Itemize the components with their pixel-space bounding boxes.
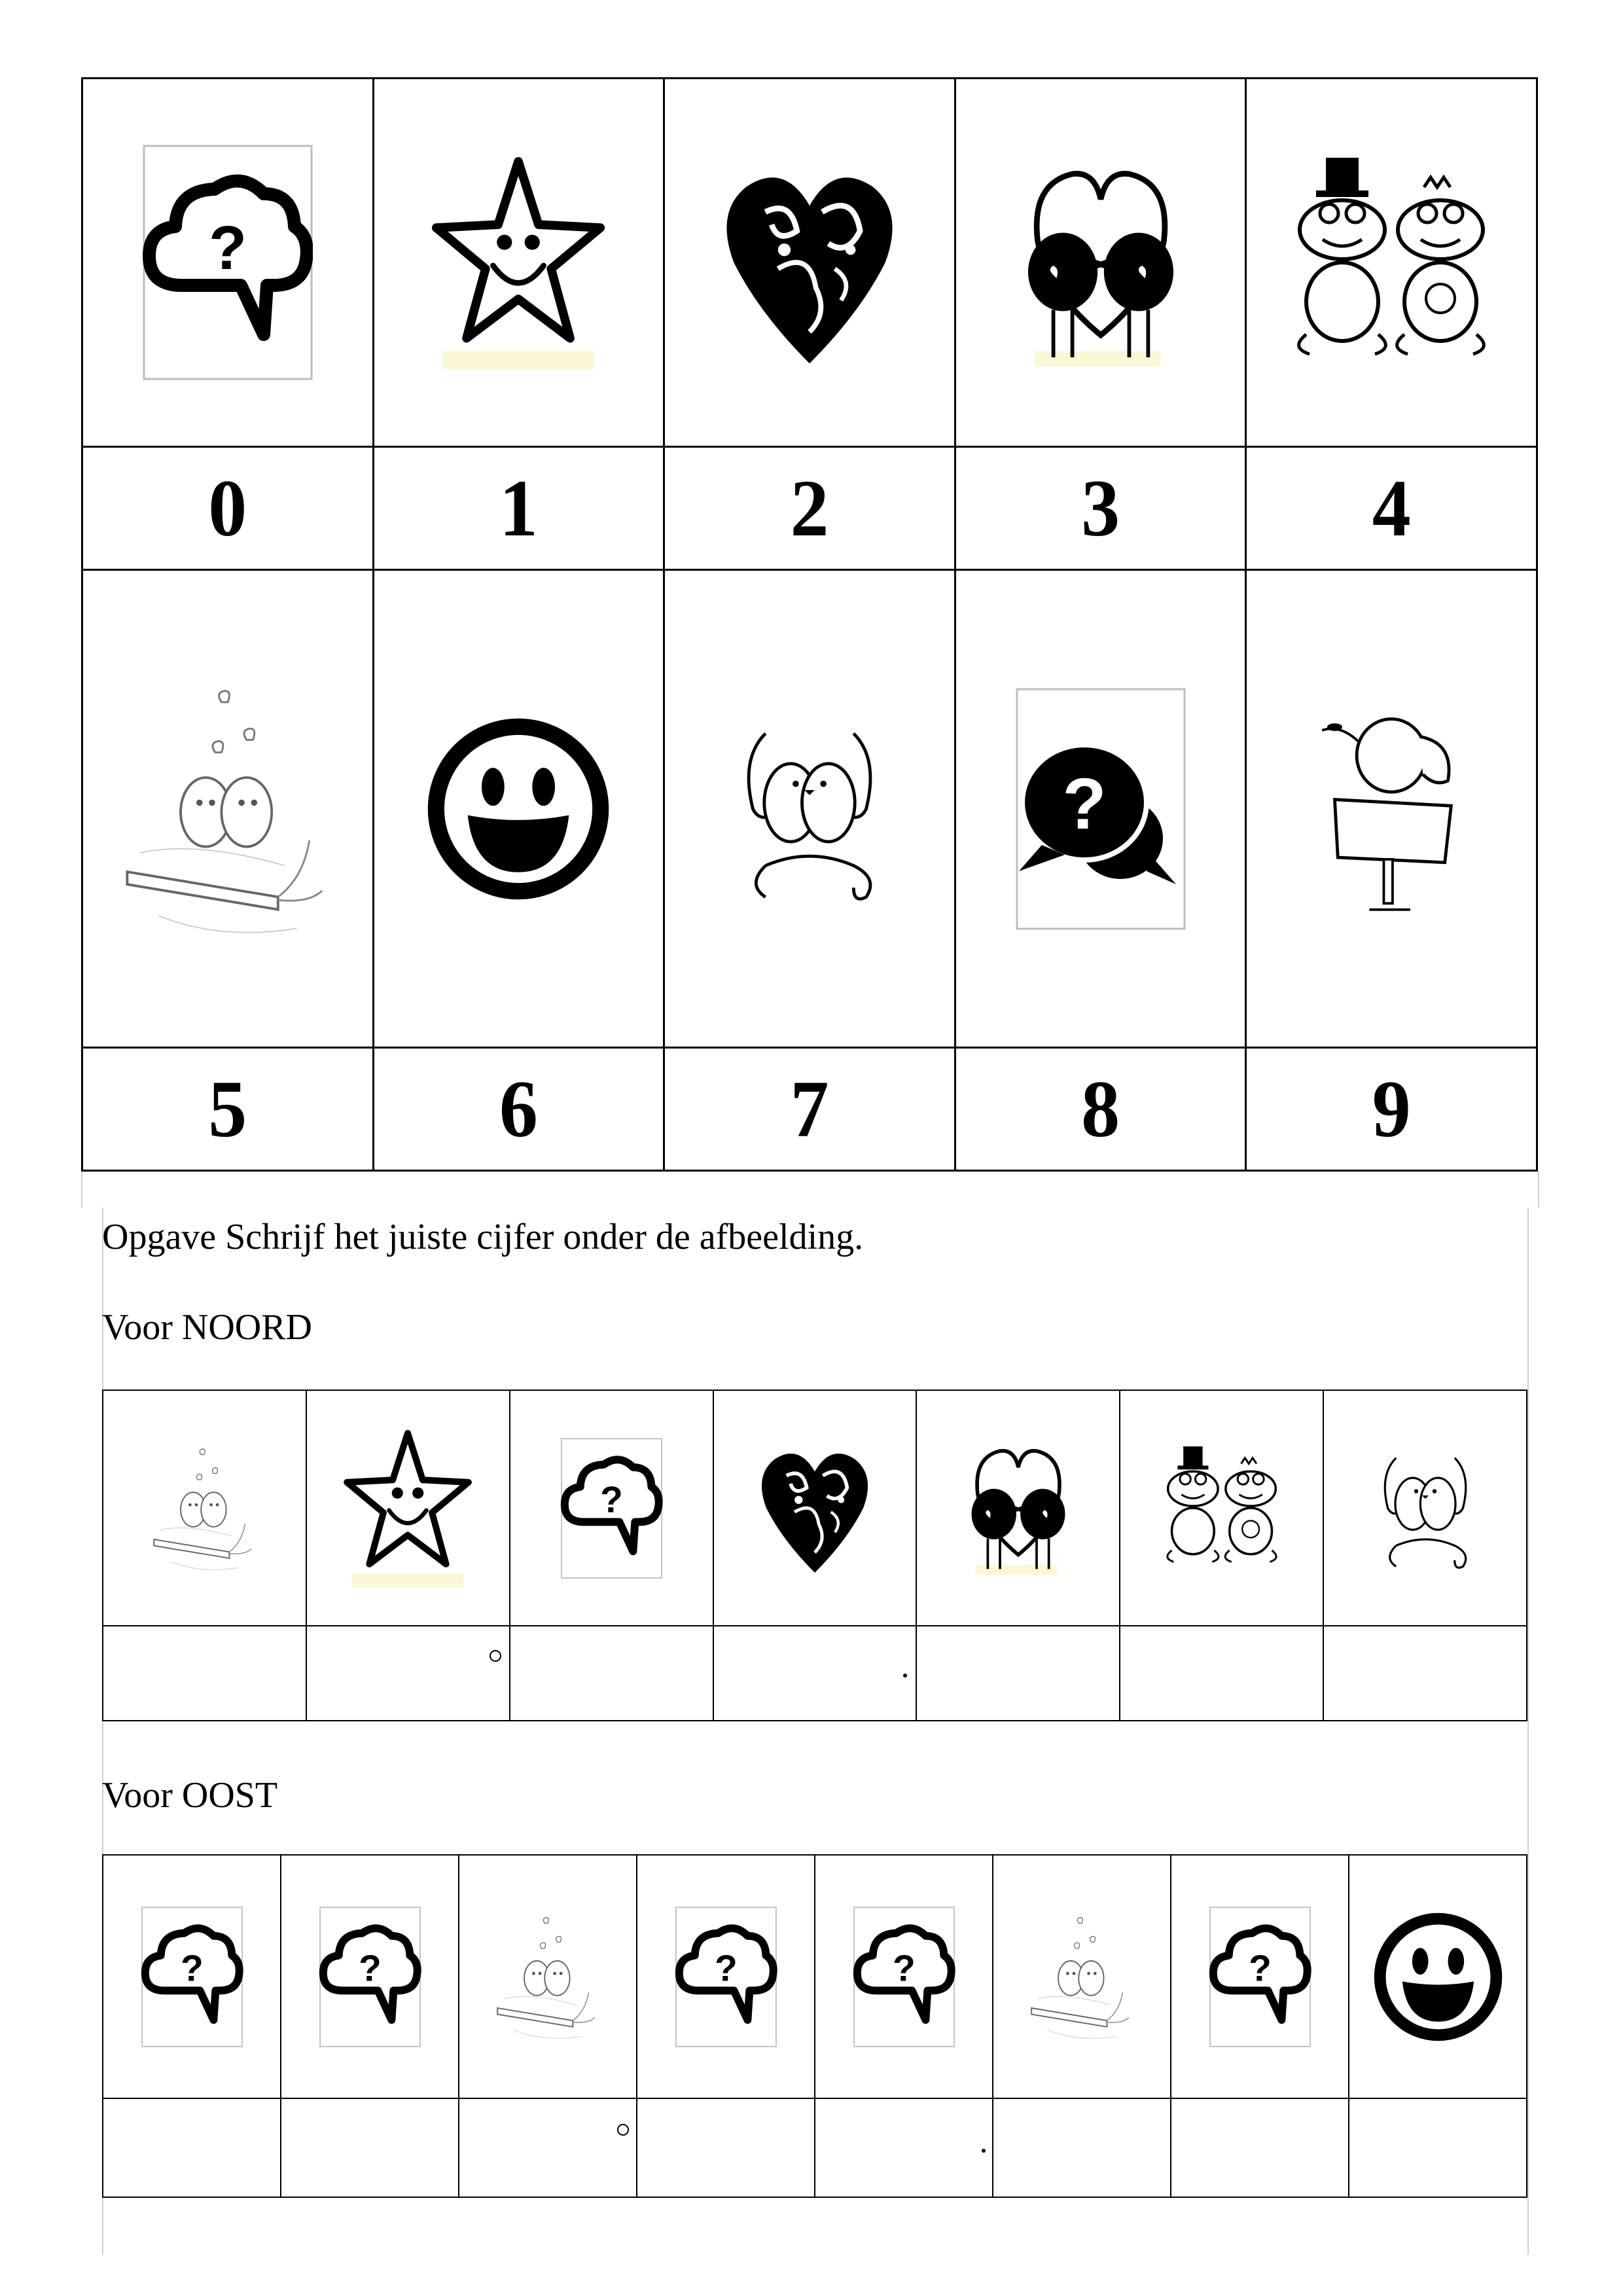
oost-picture-cell (103, 1855, 281, 2098)
tribal-heart-icon (749, 1439, 880, 1577)
oost-heading: Voor OOST (102, 1775, 278, 1816)
lovebirds-branch-icon (482, 1898, 613, 2055)
text-box-border-right (1527, 1208, 1529, 2255)
birds-heart-icon (1009, 145, 1192, 380)
key-number: 0 (208, 463, 247, 553)
frog-couple-icon (1283, 151, 1499, 374)
noord-picture-row (103, 1390, 1527, 1626)
stray-circle-mark (617, 2124, 629, 2136)
question-cloud-icon (1196, 1907, 1324, 2047)
noord-picture-cell (1120, 1390, 1323, 1626)
key-number: 8 (1081, 1064, 1120, 1154)
noord-answer-cell[interactable] (1323, 1626, 1527, 1721)
oost-picture-cell (993, 1855, 1171, 2098)
key-number-cell (373, 447, 664, 570)
noord-picture-cell (306, 1390, 510, 1626)
noord-picture-cell (1323, 1390, 1527, 1626)
noord-answer-cell[interactable] (916, 1626, 1120, 1721)
frog-couple-icon (1137, 1443, 1307, 1573)
key-number: 2 (790, 463, 829, 553)
instruction-text: Opgave Schrijf het juiste cijfer onder de afbeelding. (102, 1217, 864, 1257)
key-number-cell (664, 1048, 955, 1171)
key-number: 7 (790, 1064, 829, 1154)
key-picture-row (82, 79, 1537, 447)
lovebirds-branch-icon (1016, 1898, 1147, 2055)
oost-answer-cell[interactable] (281, 2098, 459, 2197)
key-number: 4 (1372, 463, 1411, 553)
page-border-right (1538, 1172, 1539, 1208)
key-number-cell (955, 1048, 1246, 1171)
lovebirds-branch-icon (139, 1429, 270, 1587)
key-cell-2 (664, 79, 955, 447)
noord-answer-cell[interactable] (510, 1626, 713, 1721)
key-number: 5 (208, 1064, 247, 1154)
kissing-birds-icon (1360, 1433, 1491, 1583)
oost-picture-cell (459, 1855, 637, 2098)
key-cell-7 (664, 570, 955, 1048)
oost-answer-table (102, 1854, 1527, 2198)
key-number-cell (1246, 1048, 1537, 1171)
key-picture-row (82, 570, 1537, 1048)
birds-heart-icon (953, 1433, 1084, 1583)
noord-picture-cell (510, 1390, 713, 1626)
stray-dot-mark (982, 2149, 986, 2153)
key-number: 9 (1372, 1064, 1411, 1154)
key-cell-6 (373, 570, 664, 1048)
oost-answer-cell[interactable] (459, 2098, 637, 2197)
smiling-star-icon (342, 1423, 473, 1593)
key-number-row (82, 1048, 1537, 1171)
noord-answer-cell[interactable] (1120, 1626, 1323, 1721)
key-cell-0 (82, 79, 374, 447)
question-cloud-icon (840, 1907, 968, 2047)
oost-picture-row (103, 1855, 1527, 2098)
noord-answer-cell[interactable] (103, 1626, 306, 1721)
noord-picture-cell (713, 1390, 917, 1626)
key-number: 1 (499, 463, 538, 553)
question-cloud-icon (548, 1438, 675, 1579)
key-cell-5 (82, 570, 374, 1048)
oost-answer-cell[interactable] (1349, 2098, 1527, 2197)
stray-circle-mark (490, 1650, 501, 1662)
smiling-star-icon (430, 148, 607, 377)
bird-sign-icon (1310, 691, 1473, 927)
lovebirds-branch-icon (120, 652, 336, 966)
noord-answer-table (102, 1390, 1527, 1721)
oost-answer-cell[interactable] (1171, 2098, 1349, 2197)
key-number-cell (82, 1048, 374, 1171)
kissing-birds-icon (728, 694, 891, 924)
question-cloud-icon (128, 1907, 256, 2047)
stray-dot-mark (903, 1674, 907, 1677)
question-bubbles-icon (1016, 688, 1186, 930)
key-cell-9 (1246, 570, 1537, 1048)
noord-heading: Voor NOORD (102, 1307, 312, 1348)
oost-picture-cell (1349, 1855, 1527, 2098)
key-number: 6 (499, 1064, 538, 1154)
smiley-face-icon (423, 714, 613, 904)
key-cell-8 (955, 570, 1246, 1048)
key-number-cell (373, 1048, 664, 1171)
key-number-row (82, 447, 1537, 570)
oost-answer-cell[interactable] (637, 2098, 815, 2197)
key-table (81, 77, 1538, 1172)
oost-picture-cell (1171, 1855, 1349, 2098)
key-cell-3 (955, 79, 1246, 447)
key-number: 3 (1081, 463, 1120, 553)
key-number-cell (664, 447, 955, 570)
oost-picture-cell (637, 1855, 815, 2098)
noord-answer-cell[interactable] (713, 1626, 917, 1721)
key-number-cell (82, 447, 374, 570)
oost-answer-cell[interactable] (993, 2098, 1171, 2197)
noord-picture-cell (916, 1390, 1120, 1626)
noord-picture-cell (103, 1390, 306, 1626)
smiley-face-icon (1371, 1910, 1505, 2044)
key-number-cell (955, 447, 1246, 570)
noord-answer-row (103, 1626, 1527, 1721)
oost-answer-cell[interactable] (815, 2098, 993, 2197)
oost-answer-cell[interactable] (103, 2098, 281, 2197)
oost-picture-cell (281, 1855, 459, 2098)
question-cloud-icon (662, 1907, 790, 2047)
question-cloud-icon (306, 1907, 434, 2047)
tribal-heart-icon (721, 154, 898, 370)
page-border-left (81, 1172, 82, 1208)
key-cell-1 (373, 79, 664, 447)
key-cell-4 (1246, 79, 1537, 447)
oost-answer-row (103, 2098, 1527, 2197)
key-number-cell (1246, 447, 1537, 570)
noord-answer-cell[interactable] (306, 1626, 510, 1721)
oost-picture-cell (815, 1855, 993, 2098)
question-cloud-icon (143, 145, 313, 380)
